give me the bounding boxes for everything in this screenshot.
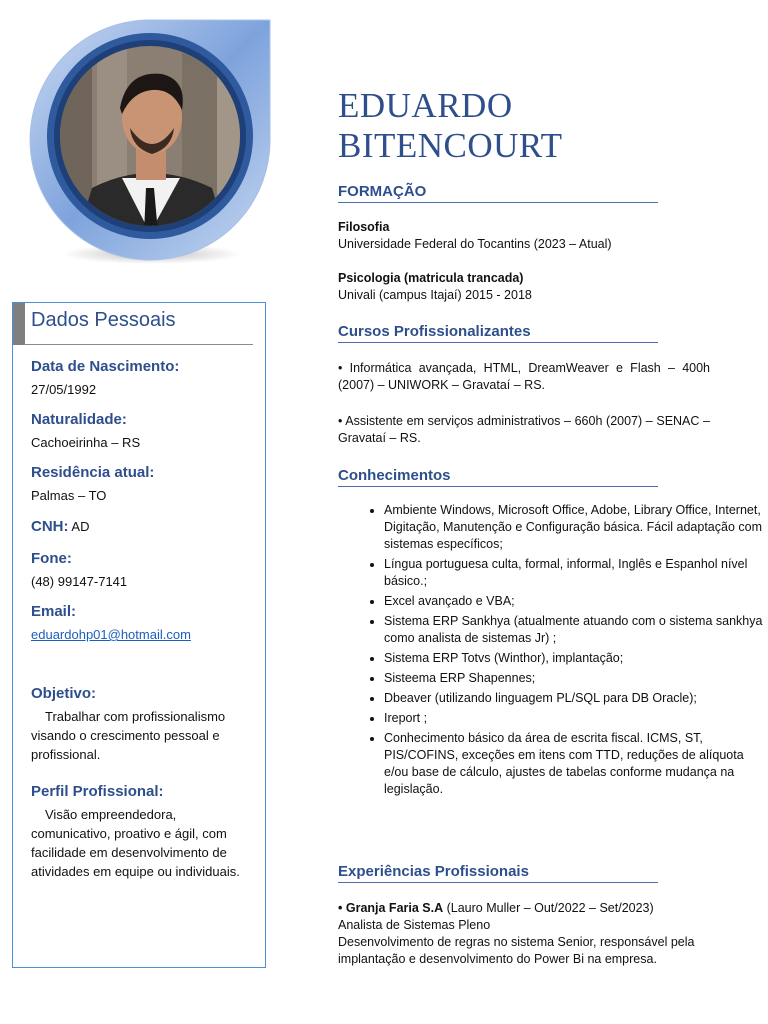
- experience-title: Experiências Profissionais: [338, 863, 658, 883]
- list-item: • Sisteema ERP Shapennes;: [384, 670, 764, 687]
- experience-period: (Lauro Muller – Out/2022 – Set/2023): [443, 901, 654, 915]
- experience-header: [338, 900, 710, 917]
- education-title: FORMAÇÃO: [338, 183, 658, 203]
- education-detail: Univali (campus Itajaí) 2015 - 2018: [338, 288, 532, 302]
- list-item: • Sistema ERP Totvs (Winthor), implantação;: [384, 650, 764, 667]
- cnh-row: [31, 517, 257, 537]
- objective-text: Trabalhar com profissionalismo visando o crescimento pessoal e profissional.: [31, 709, 226, 762]
- name-line-2: BITENCOURT: [338, 126, 563, 165]
- course-item: • Informática avançada, HTML, DreamWeaver e Flash – 400h (2007) – UNIWORK – Gravataí – RS.: [338, 361, 710, 392]
- list-item: • Excel avançado e VBA;: [384, 593, 764, 610]
- origin-value: Cachoeirinha – RS: [31, 435, 141, 450]
- list-item: • Ireport ;: [384, 710, 764, 727]
- objective-label: Objetivo:: [31, 685, 97, 702]
- education-item: [338, 219, 718, 253]
- cnh-label: CNH:: [31, 518, 69, 535]
- courses-title: Cursos Profissionalizantes: [338, 323, 658, 343]
- email-link[interactable]: eduardohp01@hotmail.com: [31, 627, 191, 642]
- candidate-name: [338, 86, 563, 166]
- education-course: Filosofia: [338, 220, 390, 234]
- origin-label: Naturalidade:: [31, 411, 127, 428]
- personal-data-panel: [12, 302, 266, 968]
- education-item: [338, 270, 718, 304]
- list-item: • Sistema ERP Sankhya (atualmente atuando com o sistema sankhya como analista de sistemas Jr) ;: [384, 613, 764, 647]
- knowledge-title: Conhecimentos: [338, 467, 658, 487]
- experience-description: Desenvolvimento de regras no sistema Senior, responsável pela implantação e desenvolvimento do Power Bi na empresa.: [338, 935, 695, 966]
- course-item: • Assistente em serviços administrativos – 660h (2007) – SENAC – Gravataí – RS.: [338, 414, 710, 445]
- header-accent-bar: [13, 303, 25, 345]
- cnh-value: AD: [71, 519, 90, 534]
- experience-item: [338, 900, 710, 968]
- personal-data-title: Dados Pessoais: [31, 309, 176, 331]
- list-item: • Língua portuguesa culta, formal, informal, Inglês e Espanhol nível básico.;: [384, 556, 764, 590]
- list-item: • Conhecimento básico da área de escrita fiscal. ICMS, ST, PIS/COFINS, exceções em itens com TTD, reduções de alíquota e/ou base de cálculo, ajustes de tabelas conforme mudança na legislação.: [384, 730, 764, 798]
- list-item: • Ambiente Windows, Microsoft Office, Adobe, Library Office, Internet, Digitação, Manutenção e Configuração básica. Fácil adaptação com sistemas específicos;: [384, 502, 764, 553]
- phone-value: (48) 99147-7141: [31, 574, 128, 589]
- residence-label: Residência atual:: [31, 464, 155, 481]
- bullet-icon: •: [338, 901, 346, 915]
- knowledge-list: [338, 502, 764, 801]
- profile-text: Visão empreendedora, comunicativo, proativo e ágil, com facilidade em desenvolvimento de atividades em equipe ou individuais.: [31, 807, 240, 879]
- education-course: Psicologia (matricula trancada): [338, 271, 524, 285]
- email-label: Email:: [31, 603, 77, 620]
- list-item: • Dbeaver (utilizando linguagem PL/SQL para DB Oracle);: [384, 690, 764, 707]
- birth-value: 27/05/1992: [31, 382, 97, 397]
- birth-label: Data de Nascimento:: [31, 358, 180, 375]
- name-line-1: EDUARDO: [338, 86, 513, 125]
- experience-company: Granja Faria S.A: [345, 901, 444, 915]
- residence-value: Palmas – TO: [31, 488, 107, 503]
- header-divider: [25, 344, 253, 345]
- personal-data-body: [13, 345, 265, 881]
- profile-label: Perfil Profissional:: [31, 783, 164, 800]
- phone-label: Fone:: [31, 550, 72, 567]
- personal-data-header: [13, 303, 265, 345]
- experience-role: Analista de Sistemas Pleno: [338, 918, 491, 932]
- profile-photo: [22, 18, 272, 268]
- education-detail: Universidade Federal do Tocantins (2023 – Atual): [338, 237, 612, 251]
- profile-photo-frame: [22, 18, 272, 268]
